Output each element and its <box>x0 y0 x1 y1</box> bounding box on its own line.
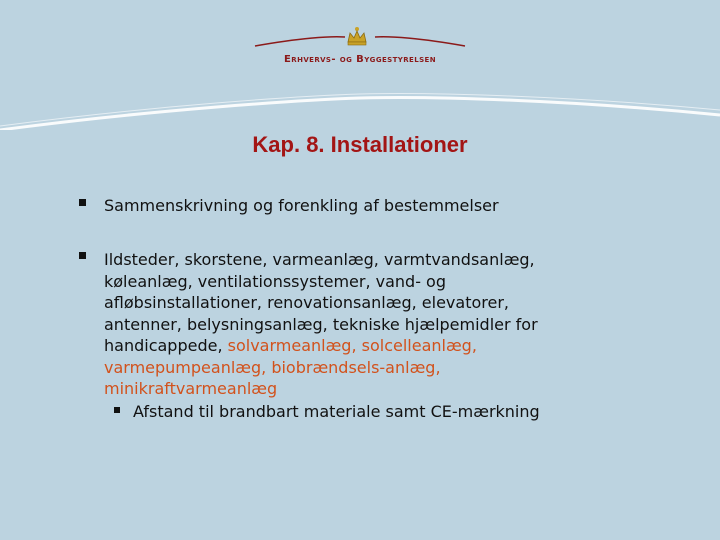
bullet-2-line <box>104 335 624 357</box>
header-swoosh <box>0 0 720 130</box>
bullet-2-highlight-text: solvarmeanlæg, solcelleanlæg, <box>227 336 477 355</box>
sub-bullet: Afstand til brandbart materiale samt CE-mærkning <box>133 402 540 421</box>
header-banner <box>0 0 720 130</box>
sub-bullet-marker <box>114 407 120 413</box>
organization-name: Erhvervs- og Byggestyrelsen <box>284 54 436 65</box>
bullet-2-line: antenner, belysningsanlæg, tekniske hjælpemidler for <box>104 314 538 334</box>
bullet-2-highlight-line: minikraftvarmeanlæg <box>104 379 278 398</box>
crown-icon <box>345 26 369 48</box>
bullet-2 <box>104 249 624 400</box>
bullet-2-plain-text: handicappede, <box>104 336 223 355</box>
bullet-1: Sammenskrivning og forenkling af bestemmelser <box>104 196 499 215</box>
bullet-2-line: køleanlæg, ventilationssystemer, vand- og <box>104 271 446 291</box>
slide-title: Kap. 8. Installationer <box>252 132 468 157</box>
bullet-2-line: Ildsteder, skorstene, varmeanlæg, varmtvandsanlæg, <box>104 250 535 269</box>
bullet-2-line: afløbsinstallationer, renovationsanlæg, elevatorer, <box>104 293 509 312</box>
bullet-marker-2 <box>79 252 86 259</box>
bullet-marker-1 <box>79 199 86 206</box>
bullet-2-highlight-line: varmepumpeanlæg, biobrændsels-anlæg, <box>104 357 441 377</box>
